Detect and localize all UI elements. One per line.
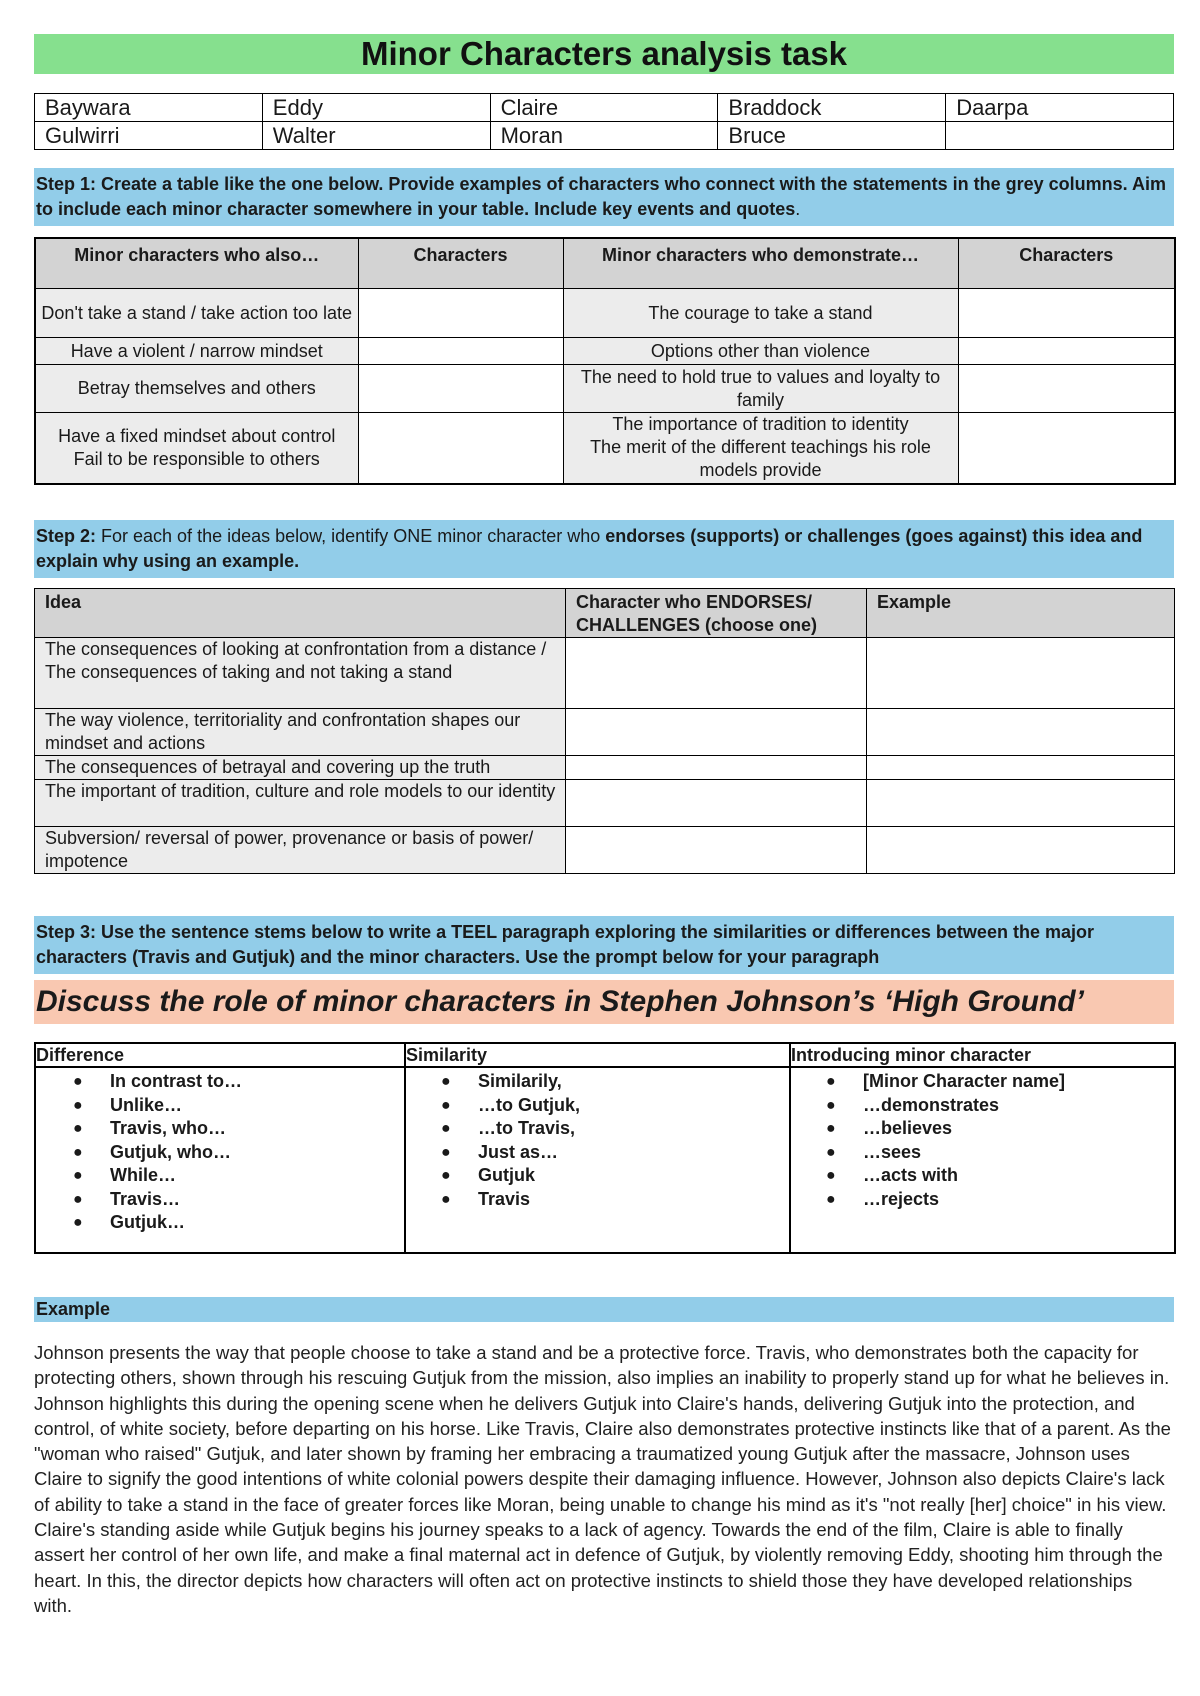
name-cell: Walter <box>262 122 490 150</box>
introducing-stems <box>790 1067 1175 1253</box>
column-header: Difference <box>35 1043 405 1067</box>
name-cell: Baywara <box>35 94 263 122</box>
table-row <box>35 638 1175 709</box>
idea-cell: Subversion/ reversal of power, provenance or basis of power/ impotence <box>35 827 566 874</box>
column-header: Minor characters who also… <box>35 238 358 289</box>
table-row <box>35 780 1175 827</box>
page-title: Minor Characters analysis task <box>34 34 1174 74</box>
answer-cell[interactable] <box>566 780 867 827</box>
answer-cell[interactable] <box>358 413 563 484</box>
difference-stems <box>35 1067 405 1253</box>
answer-cell[interactable] <box>566 709 867 756</box>
name-cell: Daarpa <box>946 94 1174 122</box>
table-row <box>35 289 1175 338</box>
answer-cell[interactable] <box>358 289 563 338</box>
column-header: Introducing minor character <box>790 1043 1175 1067</box>
table-row <box>35 365 1175 413</box>
list-item: ● In contrast to… <box>73 1071 243 1091</box>
name-cell: Braddock <box>718 94 946 122</box>
name-cell <box>946 122 1174 150</box>
answer-cell[interactable] <box>958 338 1175 365</box>
name-cell: Eddy <box>262 94 490 122</box>
list-item: ● Just as… <box>441 1141 559 1162</box>
column-header: Example <box>867 589 1175 638</box>
step1-instructions: Step 1: Create a table like the one below. Provide examples of characters who connect with the statements in the grey columns. Aim to include each minor character somewhere in your table. Include key events and quotes. <box>34 168 1174 226</box>
table-row <box>35 338 1175 365</box>
table-row <box>35 413 1175 484</box>
statement-cell: Betray themselves and others <box>35 365 358 413</box>
table-header-row <box>35 589 1175 638</box>
step3-instructions: Step 3: Use the sentence stems below to write a TEEL paragraph exploring the similarities or differences between the major characters (Travis and Gutjuk) and the minor characters. Use the prompt below for your paragraph <box>34 916 1174 974</box>
table-header-row <box>35 1043 1175 1067</box>
answer-cell[interactable] <box>958 365 1175 413</box>
list-item: ● …rejects <box>826 1188 940 1209</box>
table-header-row <box>35 238 1175 289</box>
statement-cell: The need to hold true to values and loyalty to family <box>563 365 958 413</box>
name-cell: Moran <box>490 122 718 150</box>
example-heading: Example <box>34 1297 1174 1322</box>
answer-cell[interactable] <box>566 638 867 709</box>
answer-cell[interactable] <box>867 827 1175 874</box>
essay-prompt: Discuss the role of minor characters in Stephen Johnson’s ‘High Ground’ <box>34 980 1174 1024</box>
table-row <box>35 709 1175 756</box>
list-item: ● [Minor Character name] <box>826 1071 1066 1091</box>
idea-cell: The way violence, territoriality and confrontation shapes our mindset and actions <box>35 709 566 756</box>
column-header: Characters <box>958 238 1175 289</box>
answer-cell[interactable] <box>867 638 1175 709</box>
example-paragraph: Johnson presents the way that people choose to take a stand and be a protective force. Travis, who demonstrates both the capacity for protecting others, shown through his rescuing Gutjuk from the mission, also implies an inability to properly stand up for what he believes in. Johnson highlights this during the opening scene when he delivers Gutjuk into Claire's hands, delivering Gutjuk into the protection, and control, of white society, before departing on his horse. Like Travis, Claire also demonstrates protective instincts like that of a parent. As the "woman who raised" Gutjuk, and later shown by framing her embracing a traumatized young Gutjuk after the massacre, Johnson uses Claire to signify the good intentions of white colonial powers despite their damaging influence. However, Johnson also depicts Claire's lack of ability to take a stand in the face of greater forces like Moran, being unable to change his mind as it's "not really [her] choice" in his view. Claire's standing aside while Gutjuk begins his journey speaks to a lack of agency. Towards the end of the film, Claire is able to finally assert her control of her own life, and make a final maternal act in defence of Gutjuk, by violently removing Eddy, shooting him through the heart. In this, the director depicts how characters will often act on protective instincts to shield those they have developed relationships with. <box>34 1342 1171 1616</box>
statement-cell: The importance of tradition to identity The merit of the different teachings his role models provide <box>563 413 958 484</box>
table-row <box>35 827 1175 874</box>
idea-cell: The important of tradition, culture and role models to our identity <box>35 780 566 827</box>
statement-cell: Have a fixed mindset about control Fail to be responsible to others <box>35 413 358 484</box>
name-cell: Claire <box>490 94 718 122</box>
name-cell: Bruce <box>718 122 946 150</box>
answer-cell[interactable] <box>958 413 1175 484</box>
answer-cell[interactable] <box>566 756 867 780</box>
step2-table <box>34 588 1175 874</box>
sentence-stems-table <box>34 1042 1176 1254</box>
answer-cell[interactable] <box>358 365 563 413</box>
answer-cell[interactable] <box>867 780 1175 827</box>
statement-cell: Don't take a stand / take action too late <box>35 289 358 338</box>
list-item: ● Travis, who… <box>73 1118 227 1138</box>
similarity-stems <box>405 1067 790 1253</box>
list-item: ● Unlike… <box>73 1094 183 1115</box>
table-row <box>35 1067 1175 1253</box>
statement-cell: The courage to take a stand <box>563 289 958 338</box>
column-header: Minor characters who demonstrate… <box>563 238 958 289</box>
answer-cell[interactable] <box>358 338 563 365</box>
names-row <box>35 94 1174 122</box>
table-row <box>35 756 1175 780</box>
list-item: ● …to Gutjuk, <box>441 1094 580 1115</box>
list-item: ● While… <box>73 1165 176 1185</box>
answer-cell[interactable] <box>867 709 1175 756</box>
column-header: Idea <box>35 589 566 638</box>
statement-cell: Have a violent / narrow mindset <box>35 338 358 365</box>
list-item: ● Gutjuk… <box>73 1212 185 1232</box>
step2-instructions: Step 2: For each of the ideas below, identify ONE minor character who endorses (supports) or challenges (goes against) this idea and explain why using an example. <box>34 520 1174 578</box>
column-header: Similarity <box>405 1043 790 1067</box>
list-item: ● Gutjuk <box>441 1165 535 1185</box>
answer-cell[interactable] <box>566 827 867 874</box>
list-item: ● Travis… <box>73 1188 181 1209</box>
column-header: Character who ENDORSES/ CHALLENGES (choose one) <box>566 589 867 638</box>
name-cell: Gulwirri <box>35 122 263 150</box>
idea-cell: The consequences of betrayal and covering up the truth <box>35 756 566 780</box>
step1-table <box>34 237 1176 485</box>
names-row <box>35 122 1174 150</box>
list-item: ● Travis <box>441 1188 531 1209</box>
list-item: ● Gutjuk, who… <box>73 1141 231 1162</box>
answer-cell[interactable] <box>867 756 1175 780</box>
idea-cell: The consequences of looking at confrontation from a distance / The consequences of taking and not taking a stand <box>35 638 566 709</box>
statement-cell: Options other than violence <box>563 338 958 365</box>
list-item: ● …sees <box>826 1141 922 1162</box>
column-header: Characters <box>358 238 563 289</box>
character-names-table <box>34 93 1174 150</box>
list-item: ● …to Travis, <box>441 1118 576 1138</box>
list-item: ● …acts with <box>826 1165 959 1185</box>
list-item: ● …believes <box>826 1118 953 1138</box>
answer-cell[interactable] <box>958 289 1175 338</box>
list-item: ● Similarily, <box>441 1071 562 1091</box>
list-item: ● …demonstrates <box>826 1094 1000 1115</box>
